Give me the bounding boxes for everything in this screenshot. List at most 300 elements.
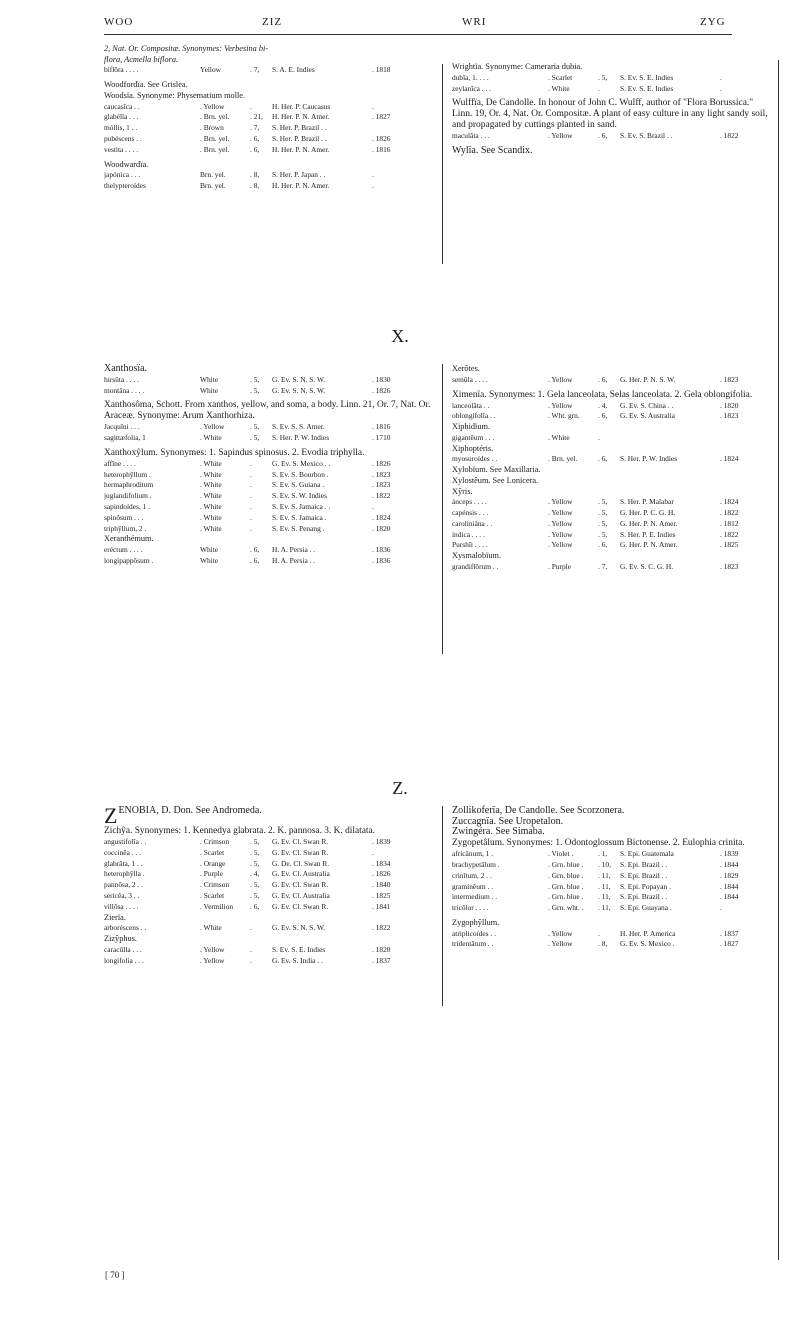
year: . <box>372 847 374 857</box>
species-name: lanceolâta . . <box>452 400 490 410</box>
species-table <box>104 375 434 397</box>
flower-color: . Scarlet <box>200 847 225 857</box>
table-row <box>104 375 434 386</box>
flower-color: . Grn. blue . <box>548 859 584 869</box>
column-divider <box>442 64 443 264</box>
running-head-2: ZIZ <box>262 16 283 28</box>
habitat: S. Ev. S. Jamaica . . <box>272 502 331 512</box>
flower-color: . White <box>200 469 222 479</box>
habitat: S. Epi. Brazil . . <box>620 859 668 869</box>
table-row <box>104 480 434 491</box>
month: . 11, <box>598 903 611 913</box>
species-name: gigantêum . . . <box>452 432 495 442</box>
species-name: villôsa . . . . <box>104 901 139 911</box>
habitat: G. Ev. S. C. G. H. <box>620 561 674 571</box>
habitat: G. Ev. Cl. Swan R. <box>272 880 329 890</box>
year: . 1826 <box>372 134 391 143</box>
entry-wrightia: Wrightïa. Synonyme: Cameraria dubia. <box>452 62 583 71</box>
flower-color: . Yellow <box>548 400 573 410</box>
year: . 1822 <box>720 131 739 141</box>
column-z-left <box>104 803 434 966</box>
year: . <box>372 170 374 180</box>
table-row <box>104 524 434 535</box>
flower-color: . Scarlet <box>548 72 573 82</box>
entry-zwingera: Zwingéra. See Simaba. <box>452 826 545 838</box>
habitat: H. Her. P. N. Amer. <box>272 112 330 122</box>
species-table <box>452 497 772 551</box>
table-row <box>452 497 772 508</box>
species-name: heterophŷllum . <box>104 469 151 479</box>
month: . 5, <box>598 497 608 507</box>
table-row <box>104 945 434 956</box>
entry-xerotes: Xerôtes. <box>452 364 480 373</box>
table-row <box>452 401 772 412</box>
species-name: angustifolîa . . <box>104 837 147 846</box>
species-name: juglandifolium . <box>104 491 152 501</box>
year: . 1834 <box>372 858 391 868</box>
year: . 1822 <box>372 923 391 933</box>
species-name: ánceps . . . . <box>452 497 487 507</box>
table-row <box>104 902 434 913</box>
flower-color: . White <box>200 923 222 933</box>
flower-color: Brn. yel. <box>200 181 226 191</box>
table-row <box>452 903 772 914</box>
species-table <box>104 102 434 156</box>
flower-color: . Yellow <box>548 374 573 384</box>
species-name: pannôsa, 2 . . <box>104 880 143 890</box>
species-name: eréctum . . . . <box>104 545 143 555</box>
year: . 1841 <box>372 901 391 911</box>
habitat: G. Her. P. C. G. H. <box>620 508 676 517</box>
table-row <box>104 422 434 433</box>
species-table <box>104 837 434 913</box>
habitat: G. Ev. S. Mexico . . <box>272 458 331 468</box>
month: . <box>250 955 252 965</box>
habitat: S. Her. P. W. Indies <box>620 454 678 464</box>
month: . 8, <box>598 939 608 949</box>
entry-zuccagnia: Zuccagnïa. See Uropetalon. <box>452 815 564 827</box>
month: . 11, <box>598 870 611 880</box>
month: . 5, <box>250 433 260 443</box>
habitat: S. Her. P. Malabar <box>620 497 674 507</box>
year: . 1818 <box>372 65 391 75</box>
habitat: S. Epi. Brazil . . <box>620 870 668 880</box>
month: . <box>598 432 600 442</box>
column-x-right <box>452 364 772 573</box>
verbesina-note: 2, Nat. Or. Compositæ. Synonymes: Verbesina bi- <box>104 44 269 53</box>
table-row <box>104 386 434 397</box>
species-name: longifolia . . . <box>104 955 144 965</box>
species-name: brachypetâlum . <box>452 859 500 869</box>
year: . 1844 <box>720 859 739 869</box>
month: . 6, <box>598 411 608 421</box>
month: . 11, <box>598 892 611 902</box>
species-table <box>104 65 434 76</box>
table-row <box>104 556 434 567</box>
month: . 10, <box>598 859 611 869</box>
species-name: móllis, 1 . . <box>104 123 138 133</box>
month: . 5, <box>250 385 260 395</box>
table-row <box>452 939 772 950</box>
flower-color: . Yellow <box>548 518 573 528</box>
table-row <box>104 848 434 859</box>
flower-color: . Brn. yel. <box>200 144 230 154</box>
month: . 4, <box>250 869 260 879</box>
year: . 1824 <box>720 497 739 507</box>
running-head-3: WRI <box>462 16 487 28</box>
year: . 1839 <box>720 849 739 859</box>
month: . <box>250 491 252 501</box>
table-row <box>104 123 434 134</box>
table-row <box>452 519 772 530</box>
flower-color: . Grn. blue . <box>548 892 584 902</box>
species-name: longipappôsum . <box>104 555 154 565</box>
year: . 1844 <box>720 881 739 891</box>
flower-color: White <box>200 555 219 565</box>
habitat: H. Her. P. N. Amer. <box>272 181 330 191</box>
flower-color: . White <box>200 458 222 468</box>
habitat: G. Her. P. N. Amer. <box>620 518 678 528</box>
entry-woodwardia: Woodwardïa. <box>104 159 149 169</box>
table-row <box>104 145 434 156</box>
flower-color: . White <box>548 83 570 93</box>
species-name: oblongifolîa . . <box>452 411 496 421</box>
species-name: pubéscens . . <box>104 134 142 143</box>
species-table <box>104 170 434 192</box>
month: . 5, <box>250 880 260 890</box>
habitat: S. Ev. S. Bourbon . <box>272 469 329 479</box>
year: . 1823 <box>372 480 391 490</box>
species-name: grandiflôrum . . <box>452 561 499 571</box>
month: . 11, <box>598 881 611 891</box>
species-name: sericêa, 3 . . <box>104 890 140 900</box>
year: . 1812 <box>720 518 739 528</box>
habitat: S. Ev. S. Brazil . . <box>620 131 673 141</box>
species-name: affîne . . . . <box>104 458 136 468</box>
entry-zieria: Zierïa. <box>104 912 126 922</box>
species-name: africânum, 1 . <box>452 849 494 859</box>
habitat: S. Ev. S. W. Indies <box>272 491 327 501</box>
month: . 8, <box>250 181 260 191</box>
month: . 5, <box>250 847 260 857</box>
month: . <box>598 928 600 938</box>
habitat <box>620 433 720 444</box>
year: . 1836 <box>372 555 391 565</box>
table-row <box>452 411 772 422</box>
species-table <box>452 131 772 142</box>
table-row <box>452 508 772 519</box>
habitat: H. Her. P. Caucasus <box>272 101 331 111</box>
header-rule <box>104 34 732 35</box>
table-row <box>452 562 772 573</box>
habitat: S. Ev. S. E. Indies <box>272 944 326 954</box>
flower-color: White <box>200 374 219 384</box>
flower-color: . White <box>200 523 222 533</box>
habitat: S. Epi. Guatemala <box>620 849 674 859</box>
month: . 21, <box>250 112 263 122</box>
year: . 1823 <box>372 469 391 479</box>
entry-zygopetalum: Zygopetâlum. Synonymes: 1. Odontoglossum Bictonense. 2. Eulophia crinita. <box>452 838 745 849</box>
column-w-left <box>104 44 434 192</box>
table-row <box>104 880 434 891</box>
table-row <box>104 859 434 870</box>
species-table <box>452 375 772 386</box>
year: . <box>720 83 722 93</box>
habitat: G. Ev. S. China . . <box>620 400 674 410</box>
month: . <box>598 83 600 93</box>
flower-color: . Yellow <box>548 540 573 550</box>
table-row <box>104 491 434 502</box>
table-row <box>452 882 772 893</box>
year: . 1820 <box>372 523 391 533</box>
table-row <box>104 923 434 934</box>
table-row <box>104 112 434 123</box>
species-name: tricôlor . . . . <box>452 903 489 913</box>
month: . 4, <box>598 400 608 410</box>
species-table <box>452 929 772 951</box>
year: . 1830 <box>372 374 391 384</box>
habitat: H. Her. P. N. Amer. <box>272 144 330 154</box>
year: . 1822 <box>720 508 739 517</box>
year <box>720 433 770 444</box>
flower-color: . Yellow <box>548 131 573 141</box>
month: . 7, <box>250 123 260 133</box>
table-row <box>104 956 434 967</box>
entry-wylia: Wylïa. See Scandix. <box>452 145 533 157</box>
habitat: H. Her. P. America <box>620 928 676 938</box>
species-name: glabélla . . . <box>104 112 139 122</box>
month: . 5, <box>250 858 260 868</box>
flower-color: . Yellow <box>548 508 573 517</box>
month: . 1, <box>598 849 608 859</box>
year: . 1837 <box>372 955 391 965</box>
flower-color: . Yellow <box>548 529 573 539</box>
month: . 5, <box>598 72 608 82</box>
flower-color: . White <box>548 432 570 442</box>
table-row <box>104 134 434 145</box>
species-table <box>104 923 434 934</box>
entry-xysmalobium: Xysmalobïum. <box>452 551 502 561</box>
month: . 6, <box>250 545 260 555</box>
habitat: S. Epi. Popayan . <box>620 881 671 891</box>
year: . 1836 <box>372 545 391 555</box>
table-row <box>452 849 772 860</box>
habitat: S. Ev. S. Penang . <box>272 523 325 533</box>
flower-color: . Purple <box>200 869 223 879</box>
species-table <box>452 849 772 914</box>
table-row <box>452 860 772 871</box>
habitat: H. A. Persia . . <box>272 545 316 555</box>
habitat: G. Ev. S. N. S. W. <box>272 923 326 933</box>
species-name: hirsûta . . . . <box>104 374 139 384</box>
species-name: crinîtum, 2 . . <box>452 870 492 880</box>
month: . 6, <box>250 555 260 565</box>
entry-xylobium: Xylobïum. See Maxillaria. <box>452 465 541 475</box>
section-x-heading: X. <box>391 326 409 346</box>
habitat: G. Ev. Cl. Australia <box>272 890 330 900</box>
flower-color: . Scarlet <box>200 890 225 900</box>
year: . 1823 <box>720 561 739 571</box>
year: . 1823 <box>720 374 739 384</box>
species-name: coccinêa . . . <box>104 847 141 857</box>
table-row <box>104 502 434 513</box>
year: . 1824 <box>720 454 739 464</box>
flower-color: . Yellow <box>548 939 573 949</box>
entry-xeranthemum: Xeranthémum. <box>104 534 154 544</box>
column-divider <box>442 806 443 1006</box>
flower-color: . White <box>200 491 222 501</box>
species-name: spinôsum . . . <box>104 512 144 522</box>
flower-color: . Grn. wht. . <box>548 903 584 913</box>
year: . 1710 <box>372 433 391 443</box>
flower-color: . White <box>200 512 222 522</box>
month: . 5, <box>598 529 608 539</box>
entry-zizyphus: Zizŷphus. <box>104 934 137 944</box>
table-row <box>104 513 434 524</box>
habitat: G. Ev. S. Australia <box>620 411 675 421</box>
flower-color: . White <box>200 433 222 443</box>
entry-zenobia <box>104 803 434 828</box>
month: . 5, <box>250 374 260 384</box>
species-name: intermedium . . <box>452 892 498 902</box>
month: . 7, <box>250 65 260 75</box>
year: . 1839 <box>372 837 391 846</box>
entry-xyris: Xŷris. <box>452 486 473 496</box>
entry-xiphopteris: Xiphoptéris. <box>452 443 494 453</box>
table-row <box>452 84 772 95</box>
zenobia-text: ENOBIA, D. Don. See Andromeda. <box>118 805 262 816</box>
species-name: thelypteroídes <box>104 181 146 191</box>
entry-zygophyllum: Zygophŷllum. <box>452 917 500 927</box>
species-name: tridentâtum . . <box>452 939 494 949</box>
table-row <box>452 454 772 465</box>
month: . 6, <box>598 131 608 141</box>
flower-color: . Brown <box>200 123 224 133</box>
month: . 5, <box>598 518 608 528</box>
year: . 1824 <box>372 512 391 522</box>
species-name: biflôra . . . . <box>104 65 139 75</box>
flower-color: . Orange <box>200 858 226 868</box>
habitat: G. Her. P. N. Amer. <box>620 540 678 550</box>
entry-woodfordia: Woodfordïa. See Grislea. <box>104 80 188 90</box>
page-right-edge <box>778 60 779 1260</box>
flower-color: . Grn. blue . <box>548 881 584 891</box>
species-name: montâna . . . . <box>104 385 145 395</box>
month: . <box>250 458 252 468</box>
species-name: maculâta . . . <box>452 131 490 141</box>
habitat: S. Her. P. Brazil . . <box>272 123 327 133</box>
year: . 1822 <box>372 491 391 501</box>
year: . <box>720 72 722 82</box>
year: . <box>720 903 722 913</box>
year: . 1844 <box>720 892 739 902</box>
entry-xanthosoma: Xanthosôma, Schott. From xanthos, yellow, and soma, a body. Linn. 21, Or. 7, Nat. Or. Araceæ. Synonyme: Arum Xanthorhiza. <box>104 400 431 422</box>
table-row <box>104 102 434 113</box>
habitat: S. Her. P. W. Indies <box>272 433 330 443</box>
table-row <box>452 131 772 142</box>
month: . <box>250 523 252 533</box>
page-number: [ 70 ] <box>105 1270 125 1280</box>
table-row <box>104 891 434 902</box>
entry-ximenia: Ximenïa. Synonymes: 1. Gela lanceolata, Selas lanceolata. 2. Gela oblongifolia. <box>452 389 753 400</box>
flower-color: . Crimson <box>200 837 230 846</box>
year: . <box>372 101 374 111</box>
flower-color: . Yellow <box>200 101 225 111</box>
table-row <box>452 433 772 444</box>
habitat: H. A. Persia . . <box>272 555 316 565</box>
year: . 1827 <box>372 112 391 122</box>
year: . 1829 <box>720 870 739 880</box>
species-name: atriplicoídes . . <box>452 928 496 938</box>
species-name: capénsis . . . <box>452 508 489 517</box>
species-table <box>452 454 772 465</box>
species-table <box>452 562 772 573</box>
table-row <box>452 929 772 940</box>
flower-color: . Yellow <box>548 928 573 938</box>
species-name: caracûlla . . . <box>104 944 142 954</box>
habitat: S. Epi. Guayana . <box>620 903 672 913</box>
habitat: G. Ev. S. N. S. W. <box>272 385 326 395</box>
table-row <box>104 470 434 481</box>
table-row <box>452 375 772 386</box>
entry-xanthoxylum: Xanthoxŷlum. Synonymes: 1. Sapindus spinosus. 2. Evodia triphylla. <box>104 447 365 458</box>
habitat: G. Ev. Cl. Swan R. <box>272 837 329 846</box>
flower-color: . Wht. grn. <box>548 411 580 421</box>
species-name: heterophŷlla . <box>104 869 145 879</box>
table-row <box>452 530 772 541</box>
year: . <box>372 502 374 512</box>
table-row <box>104 545 434 556</box>
species-name: vestita . . . . <box>104 144 139 154</box>
month: . <box>250 101 252 111</box>
habitat: S. Ev. S. Guiana . <box>272 480 325 490</box>
species-table <box>452 73 772 95</box>
species-name: arboréscens . . <box>104 923 147 933</box>
month: . <box>250 512 252 522</box>
year <box>372 123 422 134</box>
flower-color: . Grn. blue . <box>548 870 584 880</box>
entry-zollikoferia: Zollikoferïa, De Candolle. See Scorzonera. <box>452 805 625 816</box>
section-z-heading: Z. <box>392 778 408 798</box>
column-x-left <box>104 364 434 567</box>
table-row <box>104 65 434 76</box>
flower-color: . Purple <box>548 561 571 571</box>
flower-color: . Yellow <box>548 497 573 507</box>
year: . 1825 <box>720 540 739 550</box>
habitat: S. Ev. S. E. Indies <box>620 83 674 93</box>
column-z-right <box>452 806 772 950</box>
year: . 1826 <box>372 458 391 468</box>
habitat: S. Ev. S. S. Amer. <box>272 422 325 432</box>
entry-wulffia: Wulffïa, De Candolle. In honour of John C. Wulff, author of "Flora Borussica." Linn. 19, Or. 4, Nat. Or. Compositæ. A plant of easy culture in any light sandy soil, and propagated by cuttings planted in sand. <box>452 98 768 131</box>
flower-color: . Brn. yel. <box>200 112 230 122</box>
flower-color: White <box>200 545 219 555</box>
verbesina-note-2: flora, Acmella biflora. <box>104 54 179 64</box>
year: . 1825 <box>372 890 391 900</box>
table-row <box>452 871 772 882</box>
flower-color: . White <box>200 480 222 490</box>
column-w-right <box>452 62 772 157</box>
table-row <box>452 892 772 903</box>
table-row <box>452 73 772 84</box>
habitat: S. Her. P. Brazil . . <box>272 134 327 143</box>
entry-xanthosia: Xanthosïa. <box>104 363 148 374</box>
entry-woodsia: Woodsïa. Synonyme: Physematium molle. <box>104 90 246 100</box>
habitat: S. Epi. Brazil . . <box>620 892 668 902</box>
species-table <box>104 945 434 967</box>
month: . 6, <box>598 374 608 384</box>
habitat: S. Her. P. Japan . . <box>272 170 326 180</box>
